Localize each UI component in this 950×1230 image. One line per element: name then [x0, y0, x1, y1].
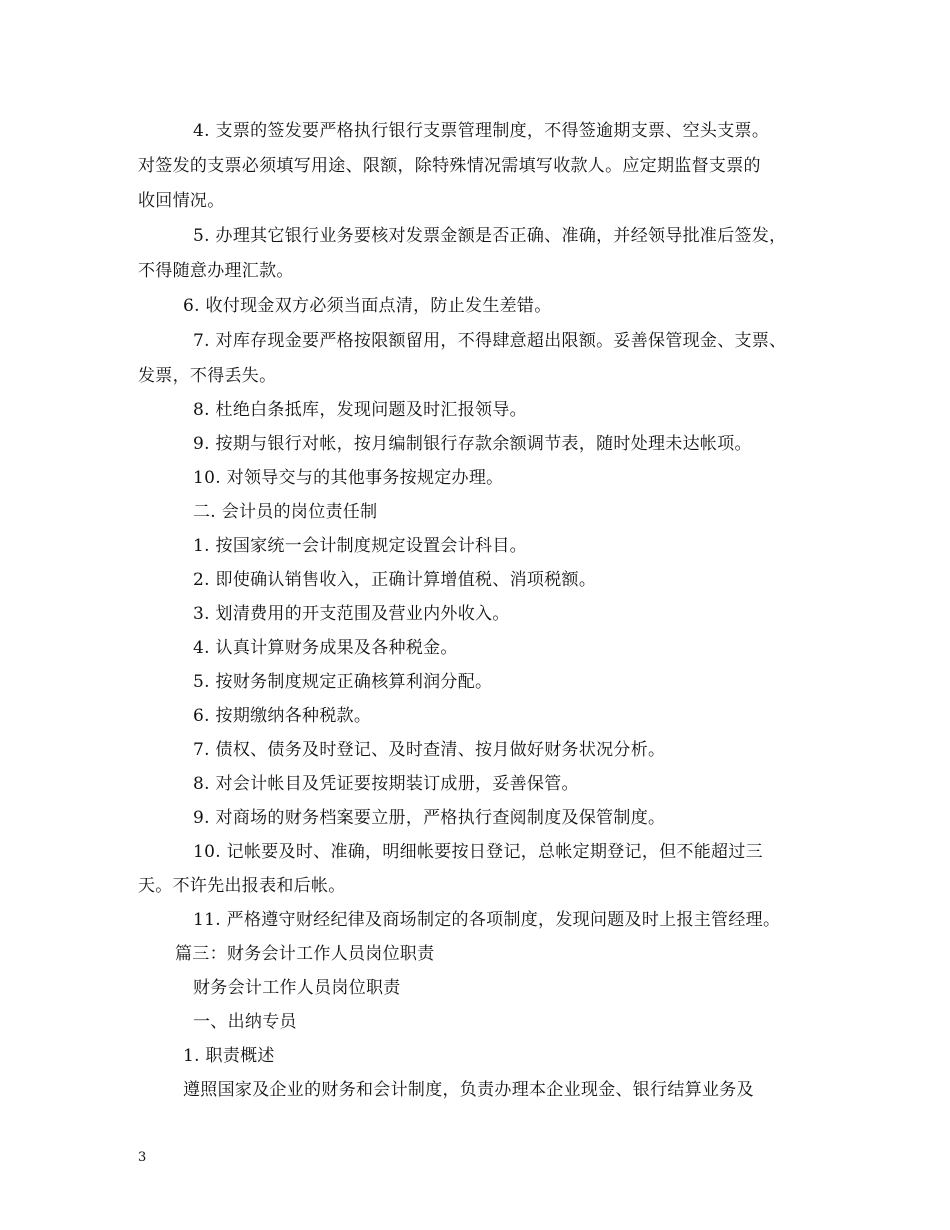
text-line: 3. 划清费用的开支范围及营业内外收入。 [193, 604, 510, 624]
text-line: 6. 收付现金双方必须当面点清，防止发生差错。 [183, 296, 552, 316]
text-line: 4. 支票的签发要严格执行银行支票管理制度，不得签逾期支票、空头支票。 [193, 121, 770, 141]
text-line: 2. 即使确认销售收入，正确计算增值税、消项税额。 [193, 570, 597, 590]
text-line: 8. 对会计帐目及凭证要按期装订成册，妥善保管。 [193, 774, 579, 794]
document-title: 财务会计工作人员岗位职责 [193, 978, 401, 998]
section-heading: 一、出纳专员 [193, 1012, 297, 1032]
text-line: 10. 对领导交与的其他事务按规定办理。 [193, 468, 504, 488]
text-line: 对签发的支票必须填写用途、限额，除特殊情况需填写收款人。应定期监督支票的 [138, 156, 761, 176]
text-line: 6. 按期缴纳各种税款。 [193, 706, 372, 726]
text-line: 收回情况。 [138, 191, 225, 211]
text-line: 5. 办理其它银行业务要核对发票金额是否正确、准确，并经领导批准后签发， [193, 226, 787, 246]
section-heading: 二. 会计员的岗位责任制 [193, 502, 378, 522]
page-number: 3 [138, 1150, 147, 1165]
text-line: 遵照国家及企业的财务和会计制度，负责办理本企业现金、银行结算业务及 [183, 1080, 754, 1100]
text-line: 9. 按期与银行对帐，按月编制银行存款余额调节表，随时处理未达帐项。 [193, 434, 752, 454]
text-line: 天。不许先出报表和后帐。 [138, 876, 346, 896]
text-line: 4. 认真计算财务成果及各种税金。 [193, 638, 458, 658]
text-line: 7. 债权、债务及时登记、及时查清、按月做好财务状况分析。 [193, 740, 666, 760]
text-line: 不得随意办理汇款。 [138, 261, 294, 281]
text-line: 9. 对商场的财务档案要立册，严格执行查阅制度及保管制度。 [193, 808, 666, 828]
subsection-heading: 1. 职责概述 [183, 1046, 275, 1066]
text-line: 发票，不得丢失。 [138, 366, 277, 386]
text-line: 8. 杜绝白条抵库，发现问题及时汇报领导。 [193, 400, 527, 420]
text-line: 1. 按国家统一会计制度规定设置会计科目。 [193, 536, 527, 556]
chapter-heading: 篇三：财务会计工作人员岗位职责 [175, 944, 435, 964]
text-line: 5. 按财务制度规定正确核算利润分配。 [193, 672, 493, 692]
text-line: 10. 记帐要及时、准确，明细帐要按日登记，总帐定期登记，但不能超过三 [193, 842, 763, 862]
text-line: 11. 严格遵守财经纪律及商场制定的各项制度，发现问题及时上报主管经理。 [193, 910, 781, 930]
text-line: 7. 对库存现金要严格按限额留用，不得肆意超出限额。妥善保管现金、支票、 [193, 331, 787, 351]
